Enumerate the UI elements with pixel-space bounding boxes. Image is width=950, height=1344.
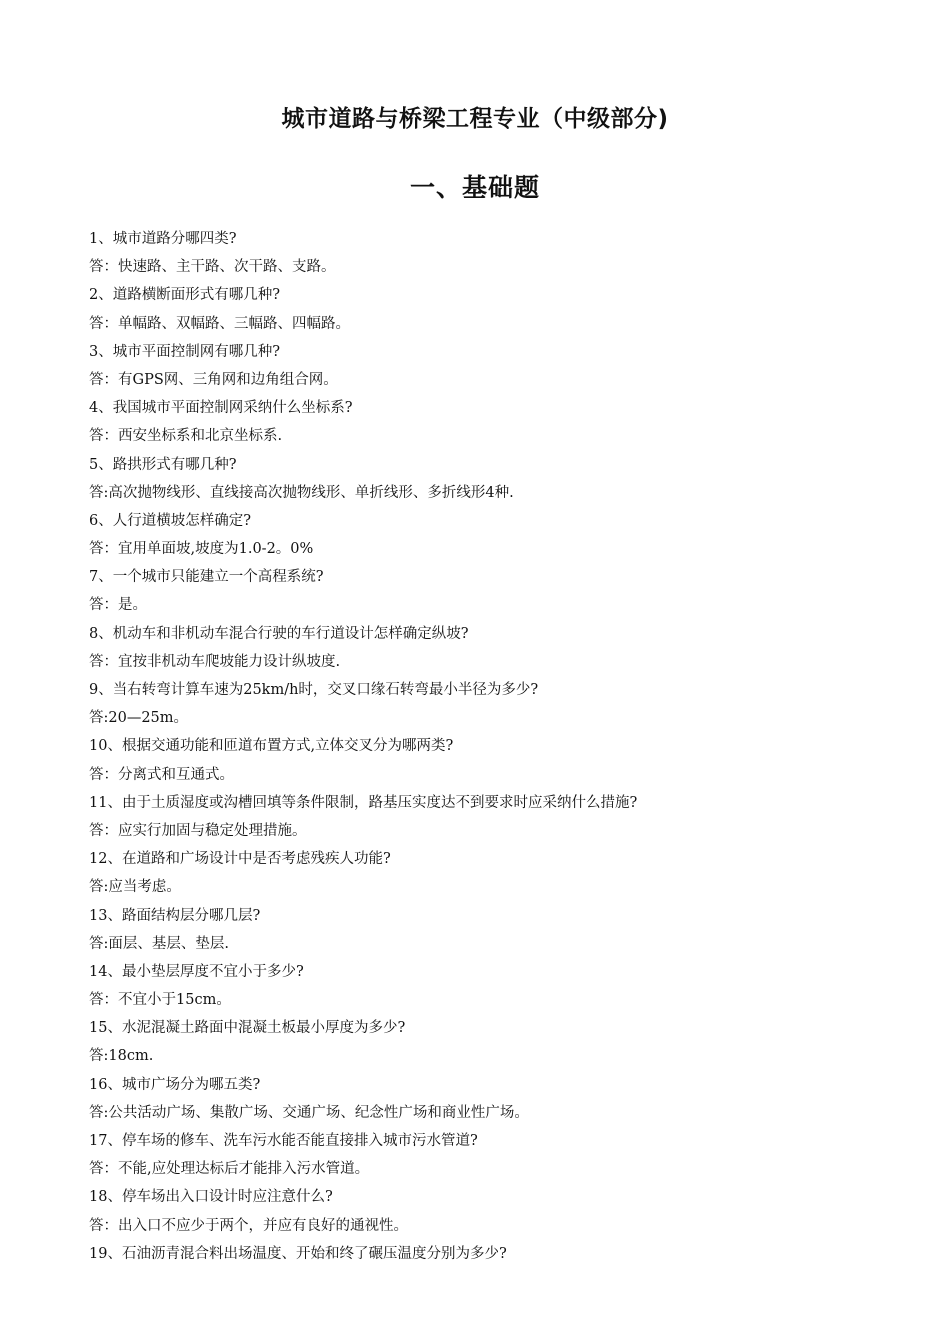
- question-text: 3、城市平面控制网有哪几种?: [89, 343, 280, 360]
- answer-text: 答：宜用单面坡,坡度为1.0-2。0%: [89, 541, 314, 558]
- answer-text: 答:20—25m。: [89, 710, 189, 727]
- question-text: 18、停车场出入口设计时应注意什么?: [89, 1189, 333, 1206]
- question-text: 2、道路横断面形式有哪几种?: [89, 287, 280, 304]
- answer-text: 答：西安坐标系和北京坐标系.: [89, 428, 283, 445]
- question-text: 5、路拱形式有哪几种?: [89, 456, 237, 473]
- question-text: 7、一个城市只能建立一个高程系统?: [89, 569, 324, 586]
- answer-text: 答:面层、基层、垫层.: [89, 935, 229, 952]
- question-text: 19、石油沥青混合料出场温度、开始和终了碾压温度分别为多少?: [89, 1245, 507, 1262]
- question-text: 16、城市广场分为哪五类?: [89, 1076, 261, 1093]
- question-text: 4、我国城市平面控制网采纳什么坐标系?: [89, 400, 353, 417]
- answer-text: 答：不宜小于15cm。: [89, 992, 231, 1009]
- answer-text: 答:18cm.: [89, 1048, 154, 1065]
- question-text: 1、城市道路分哪四类?: [89, 231, 237, 247]
- answer-text: 答：不能,应处理达标后才能排入污水管道。: [89, 1161, 370, 1178]
- answer-text: 答：有GPS网、三角网和边角组合网。: [89, 371, 338, 388]
- answer-text: 答：分离式和互通式。: [89, 766, 234, 783]
- question-text: 12、在道路和广场设计中是否考虑残疾人功能?: [89, 851, 391, 868]
- answer-text: 答：快速路、主干路、次干路、支路。: [89, 259, 336, 276]
- qa-list: [89, 225, 889, 1268]
- question-text: 11、由于土质湿度或沟槽回填等条件限制，路基压实度达不到要求时应采纳什么措施?: [89, 794, 638, 811]
- question-text: 13、路面结构层分哪几层?: [89, 907, 261, 924]
- document-title: 城市道路与桥梁工程专业（中级部分): [281, 106, 669, 132]
- question-text: 10、根据交通功能和匝道布置方式,立体交叉分为哪两类?: [89, 738, 454, 755]
- question-text: 9、当右转弯计算车速为25km/h时，交叉口缘石转弯最小半径为多少?: [89, 682, 539, 698]
- question-text: 17、停车场的修车、洗车污水能否能直接排入城市污水管道?: [89, 1133, 478, 1149]
- answer-text: 答：应实行加固与稳定处理措施。: [89, 822, 307, 839]
- answer-text: 答:应当考虑。: [89, 879, 181, 896]
- answer-text: 答：是。: [89, 597, 147, 614]
- question-text: 6、人行道横坡怎样确定?: [89, 512, 251, 529]
- answer-text: 答：出入口不应少于两个，并应有良好的通视性。: [89, 1217, 408, 1234]
- question-text: 15、水泥混凝土路面中混凝土板最小厚度为多少?: [89, 1020, 406, 1037]
- answer-text: 答：宜按非机动车爬坡能力设计纵坡度.: [89, 653, 341, 670]
- question-text: 8、机动车和非机动车混合行驶的车行道设计怎样确定纵坡?: [89, 625, 469, 642]
- answer-text: 答：单幅路、双幅路、三幅路、四幅路。: [89, 315, 350, 332]
- answer-text: 答:公共活动广场、集散广场、交通广场、纪念性广场和商业性广场。: [89, 1104, 529, 1121]
- answer-text: 答:高次抛物线形、直线接高次抛物线形、单折线形、多折线形4种.: [89, 484, 514, 501]
- section-title: 一、基础题: [409, 173, 540, 202]
- question-text: 14、最小垫层厚度不宜小于多少?: [89, 963, 304, 980]
